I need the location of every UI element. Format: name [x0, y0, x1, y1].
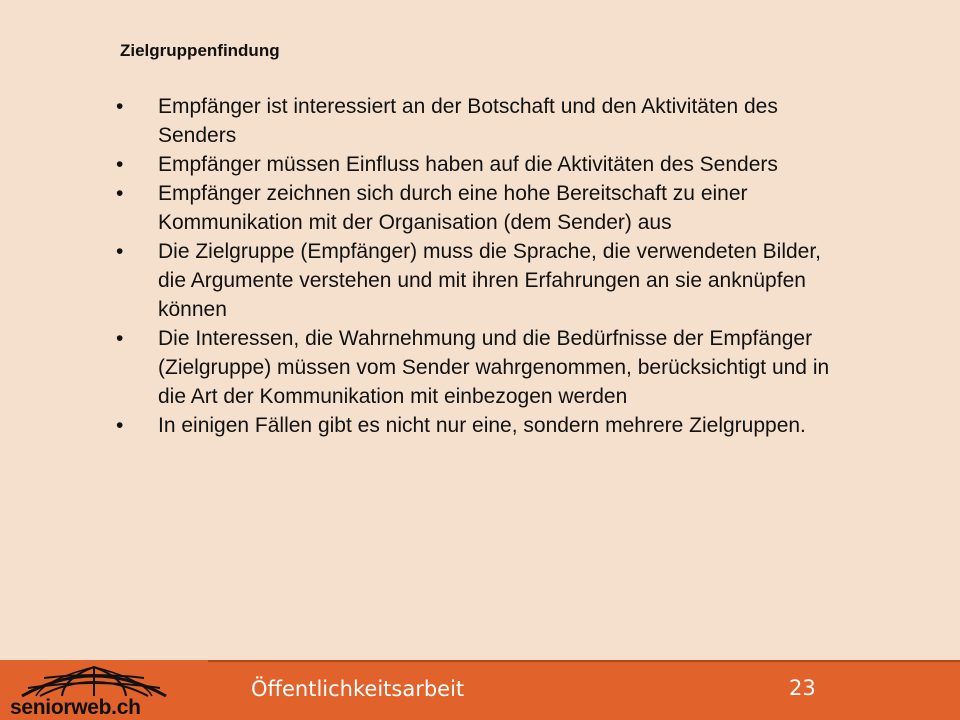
bullet-text: Empfänger müssen Einfluss haben auf die Aktivitäten des Senders	[158, 153, 778, 176]
bullet-text: Die Interessen, die Wahrnehmung und die Bedürfnisse der Empfänger (Zielgruppe) müssen vom Sender wahrgenommen, berücksichtigt und in die Art der Kommunikation mit einbezogen werden	[158, 327, 830, 408]
footer-divider	[208, 660, 960, 662]
bullet-text: Die Zielgruppe (Empfänger) muss die Sprache, die verwendeten Bilder, die Argumente verstehen und mit ihren Erfahrungen an sie anknüpfen können	[158, 240, 822, 321]
bullet-text: Empfänger zeichnen sich durch eine hohe Bereitschaft zu einer Kommunikation mit der Organisation (dem Sender) aus	[158, 182, 748, 234]
page-number: 23	[789, 676, 816, 700]
bullet-item	[116, 179, 846, 237]
bullet-marker: •	[116, 182, 124, 205]
bullet-item	[116, 237, 846, 324]
footer-bar	[0, 660, 960, 720]
bullet-list	[116, 92, 846, 440]
bullet-marker: •	[116, 240, 124, 263]
bullet-text: Empfänger ist interessiert an der Botschaft und den Aktivitäten des Senders	[158, 95, 778, 147]
slide-title: Zielgruppenfindung	[120, 41, 280, 60]
logo	[0, 660, 206, 720]
bullet-item	[116, 324, 846, 411]
bullet-marker: •	[116, 95, 124, 118]
bullet-marker: •	[116, 153, 124, 176]
bullet-marker: •	[116, 414, 124, 437]
logo-text: seniorweb.ch	[10, 696, 141, 719]
bullet-marker: •	[116, 327, 124, 350]
bullet-item	[116, 411, 846, 440]
globe-icon	[14, 664, 174, 698]
footer-title: Öffentlichkeitsarbeit	[251, 677, 465, 701]
bullet-text: In einigen Fällen gibt es nicht nur eine, sondern mehrere Zielgruppen.	[158, 414, 806, 437]
bullet-item	[116, 150, 846, 179]
bullet-item	[116, 92, 846, 150]
